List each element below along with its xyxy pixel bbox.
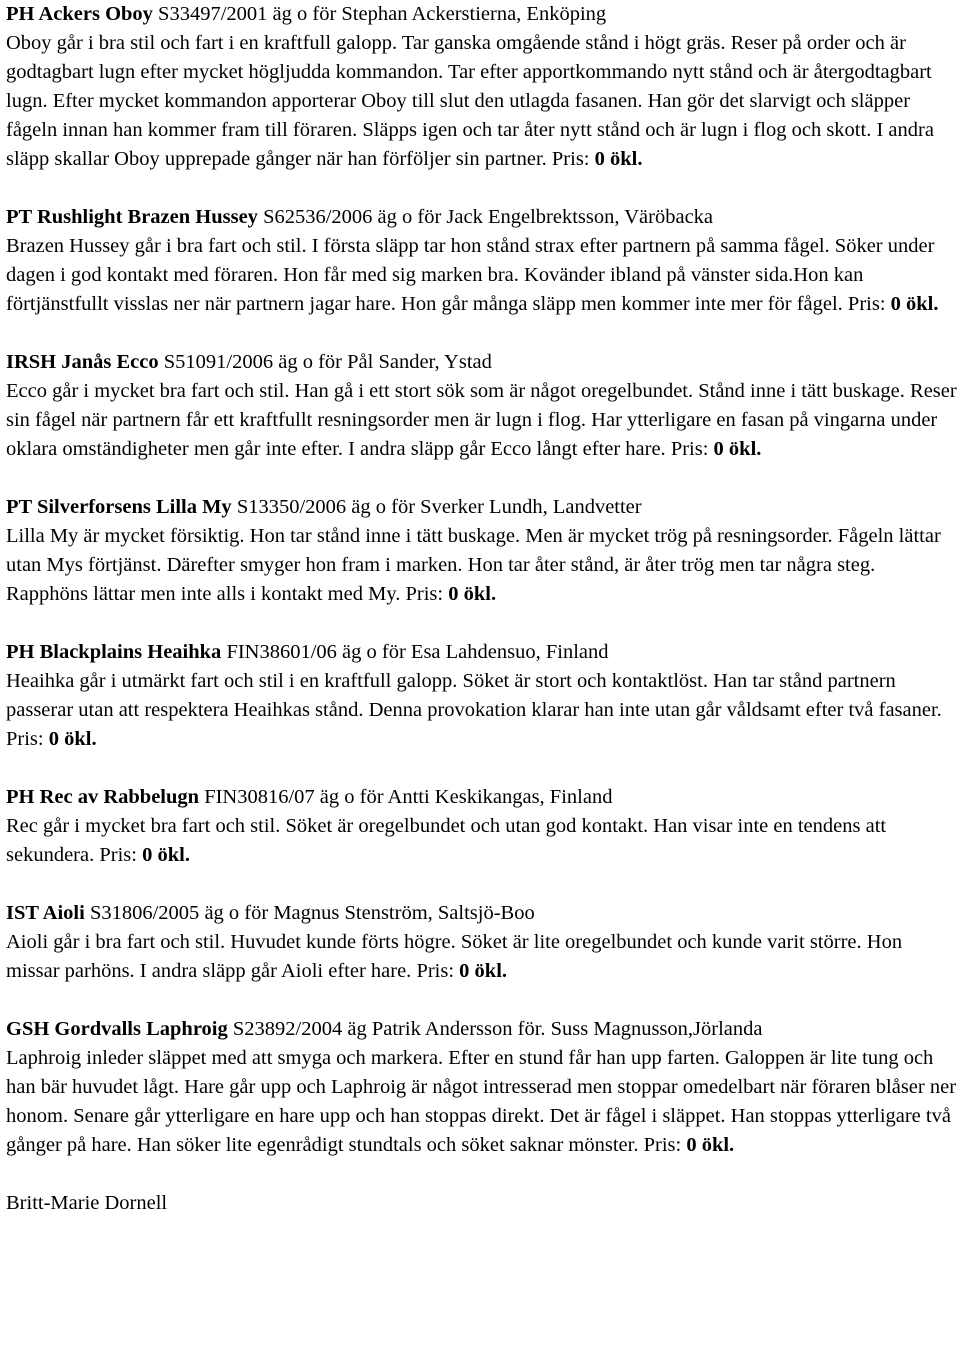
- dog-entry-1: [6, 0, 958, 174]
- document-page: [6, 0, 958, 1218]
- dog-entry-8: [6, 1015, 958, 1160]
- price-label: Pris:: [6, 728, 44, 750]
- registration-number: S31806/2005: [89, 902, 200, 924]
- owner-info: äg o för Pål Sander, Ystad: [278, 351, 492, 373]
- dog-title: PH Ackers Oboy: [6, 3, 153, 25]
- dog-title: GSH Gordvalls Laphroig: [6, 1018, 228, 1040]
- price-value: 0 ökl.: [48, 728, 97, 750]
- price-label: Pris:: [99, 844, 137, 866]
- dog-title: PT Silverforsens Lilla My: [6, 496, 232, 518]
- price-value: 0 ökl.: [448, 583, 497, 605]
- dog-title: PT Rushlight Brazen Hussey: [6, 206, 258, 228]
- price-label: Pris:: [670, 438, 709, 460]
- price-value: 0 ökl.: [459, 960, 508, 982]
- owner-info: äg Patrik Andersson för. Suss Magnusson,Jörlanda: [347, 1018, 763, 1040]
- price-value: 0 ökl.: [890, 293, 939, 315]
- registration-number: FIN38601/06: [226, 641, 337, 663]
- critique-text: Aioli går i bra fart och stil. Huvudet kunde förts högre. Söket är lite oregelbundet och kunde varit större. Hon missar parhöns. I andra släpp går Aioli efter hare.: [6, 931, 903, 982]
- dog-entry-4: [6, 493, 958, 609]
- owner-info: äg o för Antti Keskikangas, Finland: [319, 786, 613, 808]
- critique-text: Ecco går i mycket bra fart och stil. Han gå i ett stort sök som är något oregelbundet. Stånd inne i tätt buskage. Reser sin fågel när partnern får ett kraftfullt resningsorder men är lugn i flog. Har ytterligare en fasan på vingarna under oklara omständigheter men går inte efter. I andra släpp går Ecco långt efter hare.: [6, 380, 957, 460]
- registration-number: FIN30816/07: [204, 786, 315, 808]
- price-label: Pris:: [416, 960, 455, 982]
- dog-entry-6: [6, 783, 958, 870]
- critique-text: Heaihka går i utmärkt fart och stil i en kraftfull galopp. Söket är stort och kontaktlöst. Han tar stånd partnern passerar utan att respektera Heaihkas stånd. Denna provokation klarar han inte utan går våldsamt efter två fasaner.: [6, 670, 942, 721]
- critique-text: Laphroig inleder släppet med att smyga och markera. Efter en stund får han upp farten. Galoppen är lite tung och han bär huvudet lågt. Hare går upp och Laphroig är något intresserad men stoppar omedelbart när föraren blåser ner honom. Senare går ytterligare en hare upp och han stoppas direkt. Det är fågel i släppet. Han stoppas ytterligare två gånger på hare. Han söker lite egenrådigt stundtals och söket saknar mönster.: [6, 1047, 957, 1156]
- critique-text: Brazen Hussey går i bra fart och stil. I första släpp tar hon stånd strax efter partnern på samma fågel. Söker under dagen i god kontakt med föraren. Hon får med sig marken bra. Kovänder ibland på vänster sida.Hon kan förtjänstfullt visslas ner när partnern jagar hare. Hon går många släpp men kommer inte mer för fågel.: [6, 235, 935, 315]
- price-label: Pris:: [551, 148, 590, 170]
- registration-number: S51091/2006: [163, 351, 274, 373]
- price-value: 0 ökl.: [713, 438, 762, 460]
- price-value: 0 ökl.: [594, 148, 643, 170]
- critique-text: Lilla My är mycket försiktig. Hon tar stånd inne i tätt buskage. Men är mycket trög på resningsorder. Fågeln lättar utan Mys förtjänst. Därefter smyger hon fram i marken. Hon tar åter stånd, är åter trög men tar några steg. Rapphöns lättar men inte alls i kontakt med My.: [6, 525, 941, 605]
- owner-info: äg o för Stephan Ackerstierna, Enköping: [272, 3, 607, 25]
- judge-signature: Britt-Marie Dornell: [6, 1192, 168, 1214]
- dog-title: IST Aioli: [6, 902, 85, 924]
- registration-number: S23892/2004: [232, 1018, 343, 1040]
- owner-info: äg o för Magnus Stenström, Saltsjö-Boo: [204, 902, 535, 924]
- registration-number: S62536/2006: [263, 206, 373, 228]
- price-value: 0 ökl.: [142, 844, 190, 866]
- owner-info: äg o för Sverker Lundh, Landvetter: [351, 496, 642, 518]
- dog-entry-3: [6, 348, 958, 464]
- registration-number: S13350/2006: [236, 496, 347, 518]
- price-label: Pris:: [847, 293, 886, 315]
- critique-text: Oboy går i bra stil och fart i en kraftfull galopp. Tar ganska omgående stånd i högt gräs. Reser på order och är godtagbart lugn efter mycket högljudda kommandon. Tar efter apportkommando nytt stånd och är återgodtagbart lugn. Efter mycket kommandon apporterar Oboy till slut den utlagda fasanen. Han gör det slarvigt och släpper fågeln innan han kommer fram till föraren. Släpps igen och tar åter nytt stånd och är lugn i flog och skott. I andra släpp skallar Oboy upprepade gånger när han förföljer sin partner.: [6, 32, 934, 170]
- dog-entry-2: [6, 203, 958, 319]
- dog-entry-5: [6, 638, 958, 754]
- owner-info: äg o för Jack Engelbrektsson, Väröbacka: [377, 206, 714, 228]
- dog-entry-7: [6, 899, 958, 986]
- price-label: Pris:: [405, 583, 444, 605]
- dog-title: IRSH Janås Ecco: [6, 351, 159, 373]
- price-label: Pris:: [643, 1134, 682, 1156]
- dog-title: PH Rec av Rabbelugn: [6, 786, 200, 808]
- registration-number: S33497/2001: [158, 3, 268, 25]
- critique-text: Rec går i mycket bra fart och stil. Söket är oregelbundet och utan god kontakt. Han visar inte en tendens att sekundera.: [6, 815, 887, 866]
- price-value: 0 ökl.: [686, 1134, 735, 1156]
- owner-info: äg o för Esa Lahdensuo, Finland: [342, 641, 609, 663]
- dog-title: PH Blackplains Heaihka: [6, 641, 222, 663]
